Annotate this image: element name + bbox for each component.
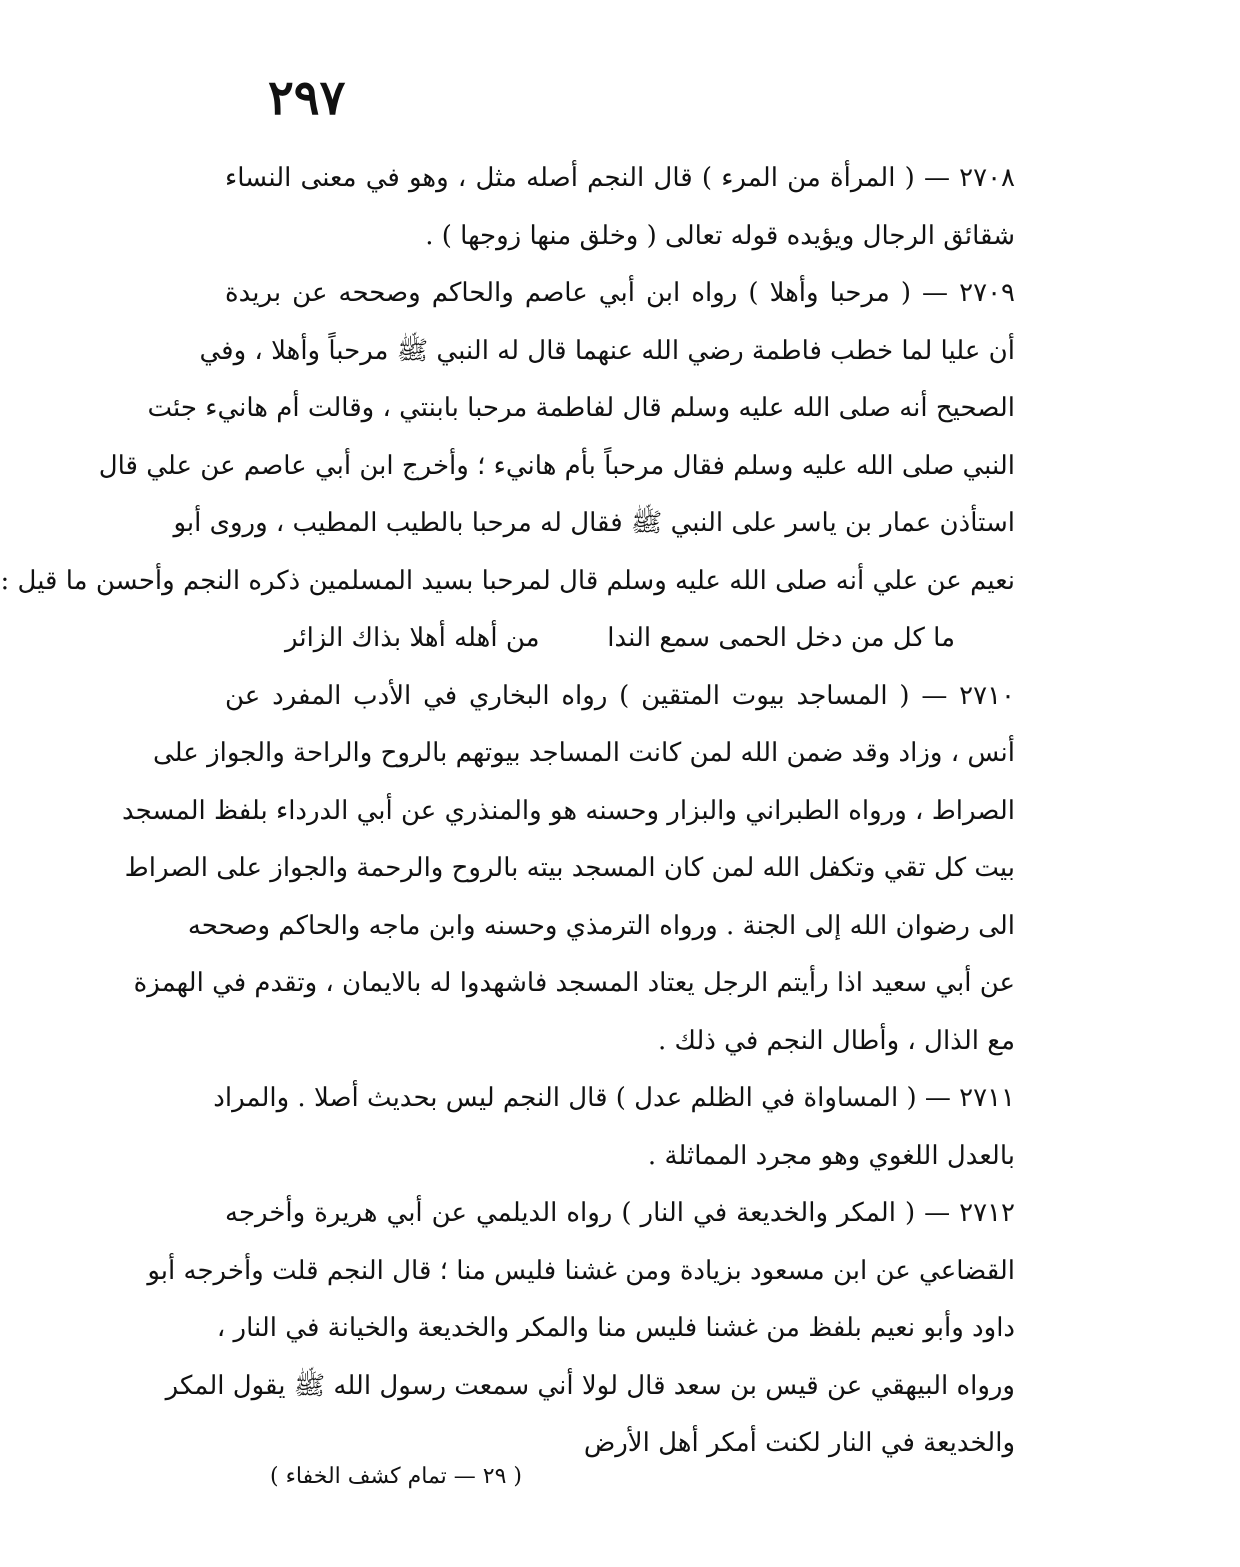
text-line: عن أبي سعيد اذا رأيتم الرجل يعتاد المسجد فاشهدوا له بالايمان ، وتقدم في الهمزة [133,968,1015,998]
verse-first-hemistich: ما كل من دخل الحمى سمع الندا [607,623,955,653]
page-number: ٢٩٧ [268,70,346,126]
footer-signature: ( ٢٩ — تمام كشف الخفاء ) [270,1464,522,1489]
text-line: شقائق الرجال ويؤيده قوله تعالى ( وخلق منها زوجها ) . [425,220,1015,251]
text-line: أنس ، وزاد وقد ضمن الله لمن كانت المساجد بيوتهم بالروح والراحة والجواز على [153,738,1015,768]
text-line: ٢٧١٢ — ( المكر والخديعة في النار ) رواه الديلمي عن أبي هريرة وأخرجه [225,1198,1015,1228]
text-line: ورواه البيهقي عن قيس بن سعد قال لولا أني سمعت رسول الله ﷺ يقول المكر [165,1370,1015,1401]
text-line: ٢٧٠٨ — ( المرأة من المرء ) قال النجم أصله مثل ، وهو في معنى النساء [225,163,1015,193]
text-line: النبي صلى الله عليه وسلم فقال مرحباً بأم هانيء ؛ وأخرج ابن أبي عاصم عن علي قال [98,450,1015,481]
text-line: بيت كل تقي وتكفل الله لمن كان المسجد بيته بالروح والرحمة والجواز على الصراط [124,853,1015,883]
text-line: ٢٧١١ — ( المساواة في الظلم عدل ) قال النجم ليس بحديث أصلا . والمراد [213,1083,1015,1113]
text-line: مع الذال ، وأطال النجم في ذلك . [657,1025,1015,1056]
text-line: الصراط ، ورواه الطبراني والبزار وحسنه هو والمنذري عن أبي الدرداء بلفظ المسجد [121,795,1015,826]
text-line: بالعدل اللغوي وهو مجرد المماثلة . [647,1140,1015,1171]
verse-second-hemistich: من أهله أهلا بذاك الزائر [285,623,540,653]
text-line: الى رضوان الله إلى الجنة . ورواه الترمذي وحسنه وابن ماجه والحاكم وصححه [187,910,1015,941]
text-line: القضاعي عن ابن مسعود بزيادة ومن غشنا فليس منا ؛ قال النجم قلت وأخرجه أبو [147,1255,1015,1286]
text-line: ٢٧١٠ — ( المساجد بيوت المتقين ) رواه البخاري في الأدب المفرد عن [225,680,1015,711]
text-line: أن عليا لما خطب فاطمة رضي الله عنهما قال له النبي ﷺ مرحباً وأهلا ، وفي [199,335,1015,366]
text-line: ٢٧٠٩ — ( مرحبا وأهلا ) رواه ابن أبي عاصم والحاكم وصححه عن بريدة [225,278,1015,308]
text-line: والخديعة في النار لكنت أمكر أهل الأرض [583,1428,1015,1458]
text-line: داود وأبو نعيم بلفظ من غشنا فليس منا والمكر والخديعة والخيانة في النار ، [216,1313,1015,1343]
text-line: نعيم عن علي أنه صلى الله عليه وسلم قال لمرحبا بسيد المسلمين ذكره النجم وأحسن ما قيل : [0,565,1015,596]
text-line: استأذن عمار بن ياسر على النبي ﷺ فقال له مرحبا بالطيب المطيب ، وروى أبو [173,508,1015,538]
text-line: الصحيح أنه صلى الله عليه وسلم قال لفاطمة مرحبا بابنتي ، وقالت أم هانيء جئت [147,393,1015,423]
poetry-verse [225,610,1015,668]
body-text [0,150,1015,1473]
